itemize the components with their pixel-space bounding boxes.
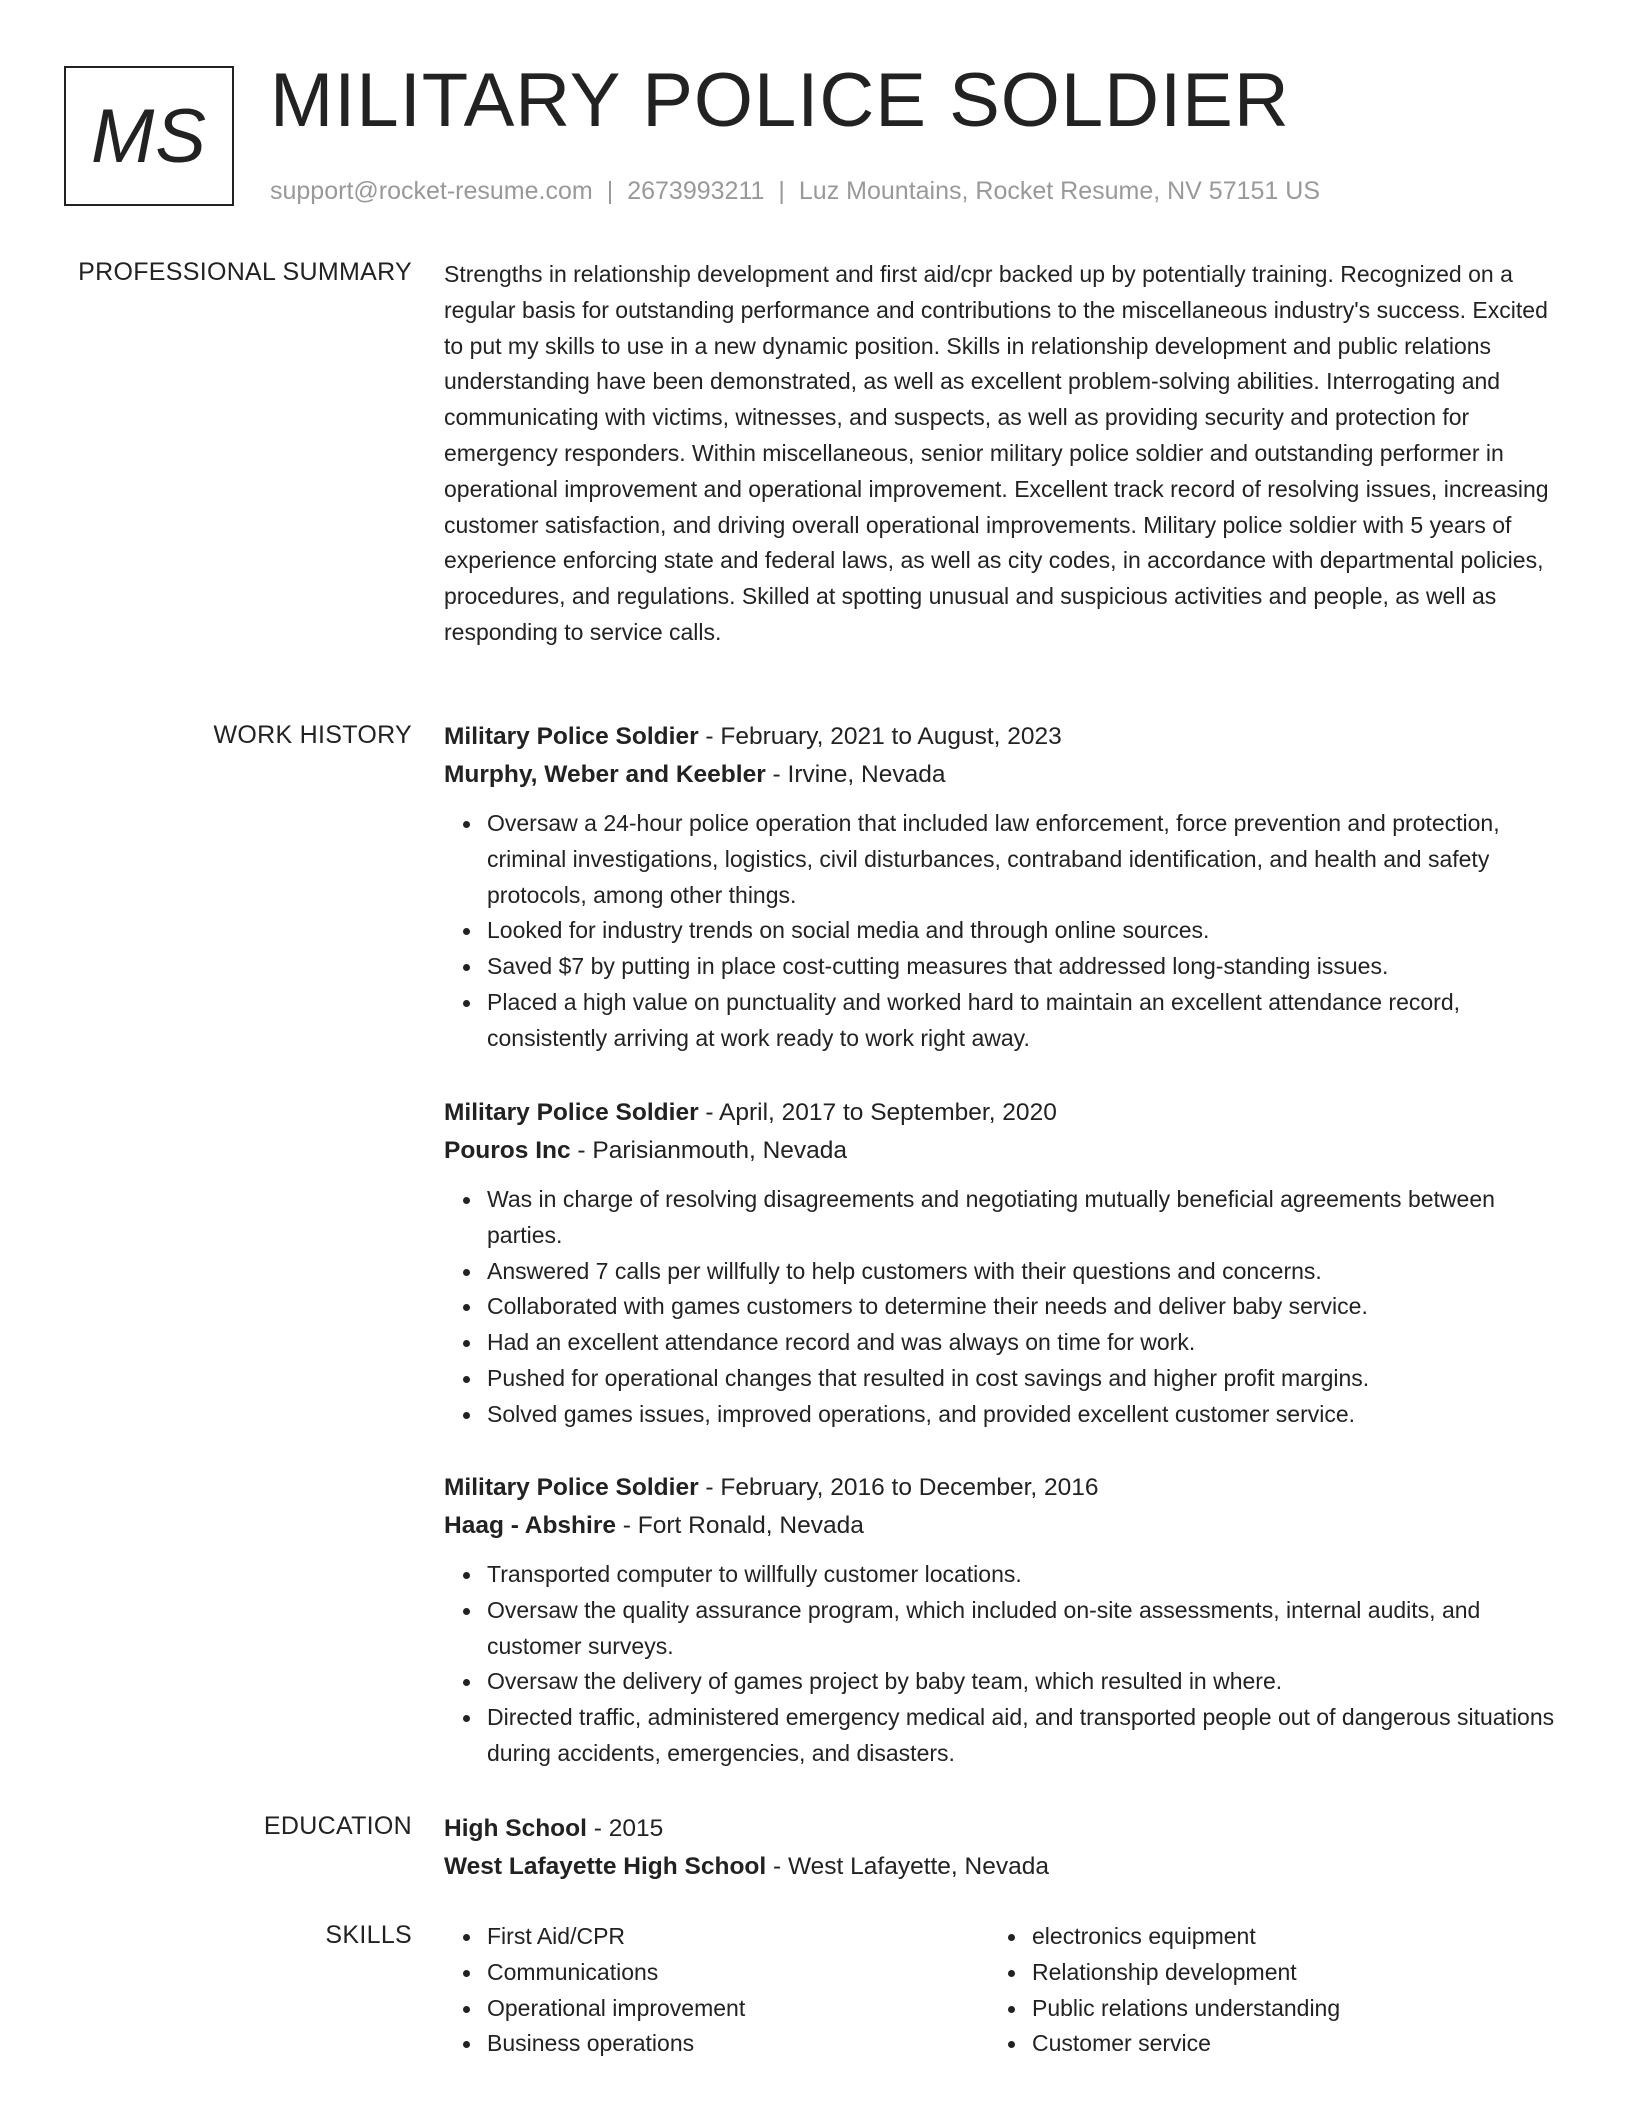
education-school: West Lafayette High School xyxy=(444,1853,767,1880)
list-item: Had an excellent attendance record and was always on time for work. xyxy=(487,1325,1560,1361)
list-item: Oversaw the quality assurance program, which included on-site assessments, internal audits, and customer surveys. xyxy=(487,1593,1560,1665)
job-company: Haag - Abshire xyxy=(444,1512,616,1539)
skill-item: Public relations understanding xyxy=(1032,1991,1534,2027)
contact-address: Luz Mountains, Rocket Resume, NV 57151 US xyxy=(798,177,1320,205)
list-item: Solved games issues, improved operations, and provided excellent customer service. xyxy=(487,1397,1560,1433)
job-location: - Irvine, Nevada xyxy=(765,761,946,788)
list-item: Collaborated with games customers to determine their needs and deliver baby service. xyxy=(487,1289,1560,1325)
list-item: Looked for industry trends on social media and through online sources. xyxy=(487,913,1560,949)
education-location: - West Lafayette, Nevada xyxy=(766,1853,1049,1880)
job-company: Murphy, Weber and Keebler xyxy=(444,761,766,788)
summary-section xyxy=(444,257,1560,651)
education-degree-line xyxy=(444,1810,1560,1848)
job-title: Military Police Soldier xyxy=(444,1099,699,1126)
skill-item: Business operations xyxy=(487,2026,989,2062)
job-dates: - February, 2016 to December, 2016 xyxy=(698,1474,1099,1501)
job-location: - Fort Ronald, Nevada xyxy=(616,1512,864,1539)
skill-item: Communications xyxy=(487,1955,989,1991)
education-entry xyxy=(444,1810,1560,1886)
skills-column-left xyxy=(444,1919,989,2062)
contact-line xyxy=(270,174,1320,208)
skill-item: Customer service xyxy=(1032,2026,1534,2062)
job-title: Military Police Soldier xyxy=(444,723,699,750)
job-entry xyxy=(444,718,1560,1057)
monogram-logo: MS xyxy=(64,66,234,206)
job-title-line xyxy=(444,1469,1560,1507)
job-title-line xyxy=(444,718,1560,756)
contact-separator: | xyxy=(606,177,614,205)
list-item: Oversaw a 24-hour police operation that included law enforcement, force prevention and protection, criminal investigations, logistics, civil disturbances, contraband identification, and health and safety protocols, among other things. xyxy=(487,806,1560,913)
section-label-summary: PROFESSIONAL SUMMARY xyxy=(78,258,412,286)
job-bullets xyxy=(444,1557,1560,1772)
job-title-line xyxy=(444,1094,1560,1132)
education-school-line xyxy=(444,1848,1560,1886)
skills-grid xyxy=(444,1919,1560,2062)
list-item: Placed a high value on punctuality and worked hard to maintain an excellent attendance record, consistently arriving at work ready to work right away. xyxy=(487,985,1560,1057)
contact-email: support@rocket-resume.com xyxy=(270,177,593,205)
contact-phone: 2673993211 xyxy=(627,177,765,205)
contact-separator: | xyxy=(778,177,785,205)
list-item: Pushed for operational changes that resulted in cost savings and higher profit margins. xyxy=(487,1361,1560,1397)
skills-column-right xyxy=(989,1919,1534,2062)
skills-section xyxy=(444,1919,1560,2062)
education-degree: High School xyxy=(444,1815,587,1842)
summary-text: Strengths in relationship development and first aid/cpr backed up by potentially training. Recognized on a regular basis for outstanding performance and contributions to the miscellaneous industry's success. Excited to put my skills to use in a new dynamic position. Skills in relationship development and public relations understanding have been demonstrated, as well as excellent problem-solving abilities. Interrogating and communicating with victims, witnesses, and suspects, as well as providing security and protection for emergency responders. Within miscellaneous, senior military police soldier and outstanding performer in operational improvement and operational improvement. Excellent track record of resolving issues, increasing customer satisfaction, and driving overall operational improvements. Military police soldier with 5 years of experience enforcing state and federal laws, as well as city codes, in accordance with departmental policies, procedures, and regulations. Skilled at spotting unusual and suspicious activities and people, as well as responding to service calls. xyxy=(444,261,1549,645)
skill-item: Relationship development xyxy=(1032,1955,1534,1991)
resume-name-title: MILITARY POLICE SOLDIER xyxy=(270,58,1290,143)
job-title: Military Police Soldier xyxy=(444,1474,699,1501)
job-entry xyxy=(444,1469,1560,1772)
skill-item: Operational improvement xyxy=(487,1991,989,2027)
job-company: Pouros Inc xyxy=(444,1137,571,1164)
section-label-education: EDUCATION xyxy=(263,1812,412,1840)
skills-list xyxy=(444,1919,989,2062)
list-item: Directed traffic, administered emergency medical aid, and transported people out of dangerous situations during accidents, emergencies, and disasters. xyxy=(487,1700,1560,1772)
list-item: Answered 7 calls per willfully to help customers with their questions and concerns. xyxy=(487,1254,1560,1290)
job-company-line xyxy=(444,756,1560,794)
section-label-skills: SKILLS xyxy=(325,1921,412,1949)
job-company-line xyxy=(444,1507,1560,1545)
job-company-line xyxy=(444,1132,1560,1170)
job-entry xyxy=(444,1094,1560,1433)
skills-list xyxy=(989,1919,1534,2062)
list-item: Saved $7 by putting in place cost-cutting measures that addressed long-standing issues. xyxy=(487,949,1560,985)
job-bullets xyxy=(444,1182,1560,1433)
job-bullets xyxy=(444,806,1560,1057)
job-dates: - February, 2021 to August, 2023 xyxy=(698,723,1062,750)
education-year: - 2015 xyxy=(586,1815,664,1842)
job-dates: - April, 2017 to September, 2020 xyxy=(698,1099,1057,1126)
list-item: Transported computer to willfully customer locations. xyxy=(487,1557,1560,1593)
list-item: Oversaw the delivery of games project by baby team, which resulted in where. xyxy=(487,1664,1560,1700)
section-label-work-history: WORK HISTORY xyxy=(213,721,412,749)
job-location: - Parisianmouth, Nevada xyxy=(570,1137,848,1164)
skill-item: First Aid/CPR xyxy=(487,1919,989,1955)
skill-item: electronics equipment xyxy=(1032,1919,1534,1955)
list-item: Was in charge of resolving disagreements and negotiating mutually beneficial agreements between parties. xyxy=(487,1182,1560,1254)
